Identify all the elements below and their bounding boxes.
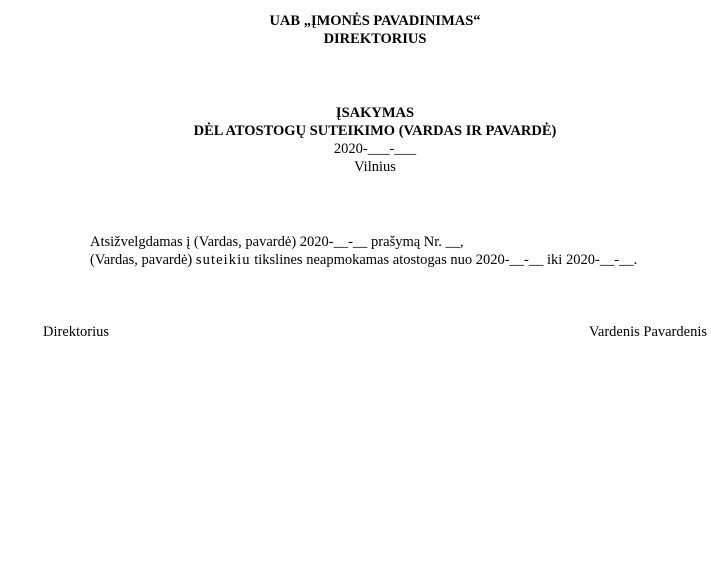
- order-date: 2020-___-___: [333, 141, 417, 157]
- order-title: ĮSAKYMAS: [335, 105, 415, 121]
- company-name: UAB „ĮMONĖS PAVADINIMAS“: [269, 13, 481, 29]
- body-paragraph-line-1: Atsižvelgdamas į (Vardas, pavardė) 2020-__-__ prašymą Nr. __,: [90, 234, 464, 250]
- body-line-2-verb: suteikiu: [195, 252, 251, 268]
- body-line-2-start: (Vardas, pavardė): [90, 252, 196, 268]
- order-place: Vilnius: [354, 159, 396, 175]
- order-subject: DĖL ATOSTOGŲ SUTEIKIMO (VARDAS IR PAVARDĖ): [193, 123, 557, 139]
- company-position: DIREKTORIUS: [323, 31, 427, 47]
- signature-role: Direktorius: [43, 324, 110, 340]
- body-line-2-end: tikslines neapmokamas atostogas nuo 2020-__-__ iki 2020-__-__.: [250, 252, 638, 268]
- signature-name: Vardenis Pavardenis: [589, 324, 707, 340]
- body-paragraph-line-2: [90, 251, 637, 269]
